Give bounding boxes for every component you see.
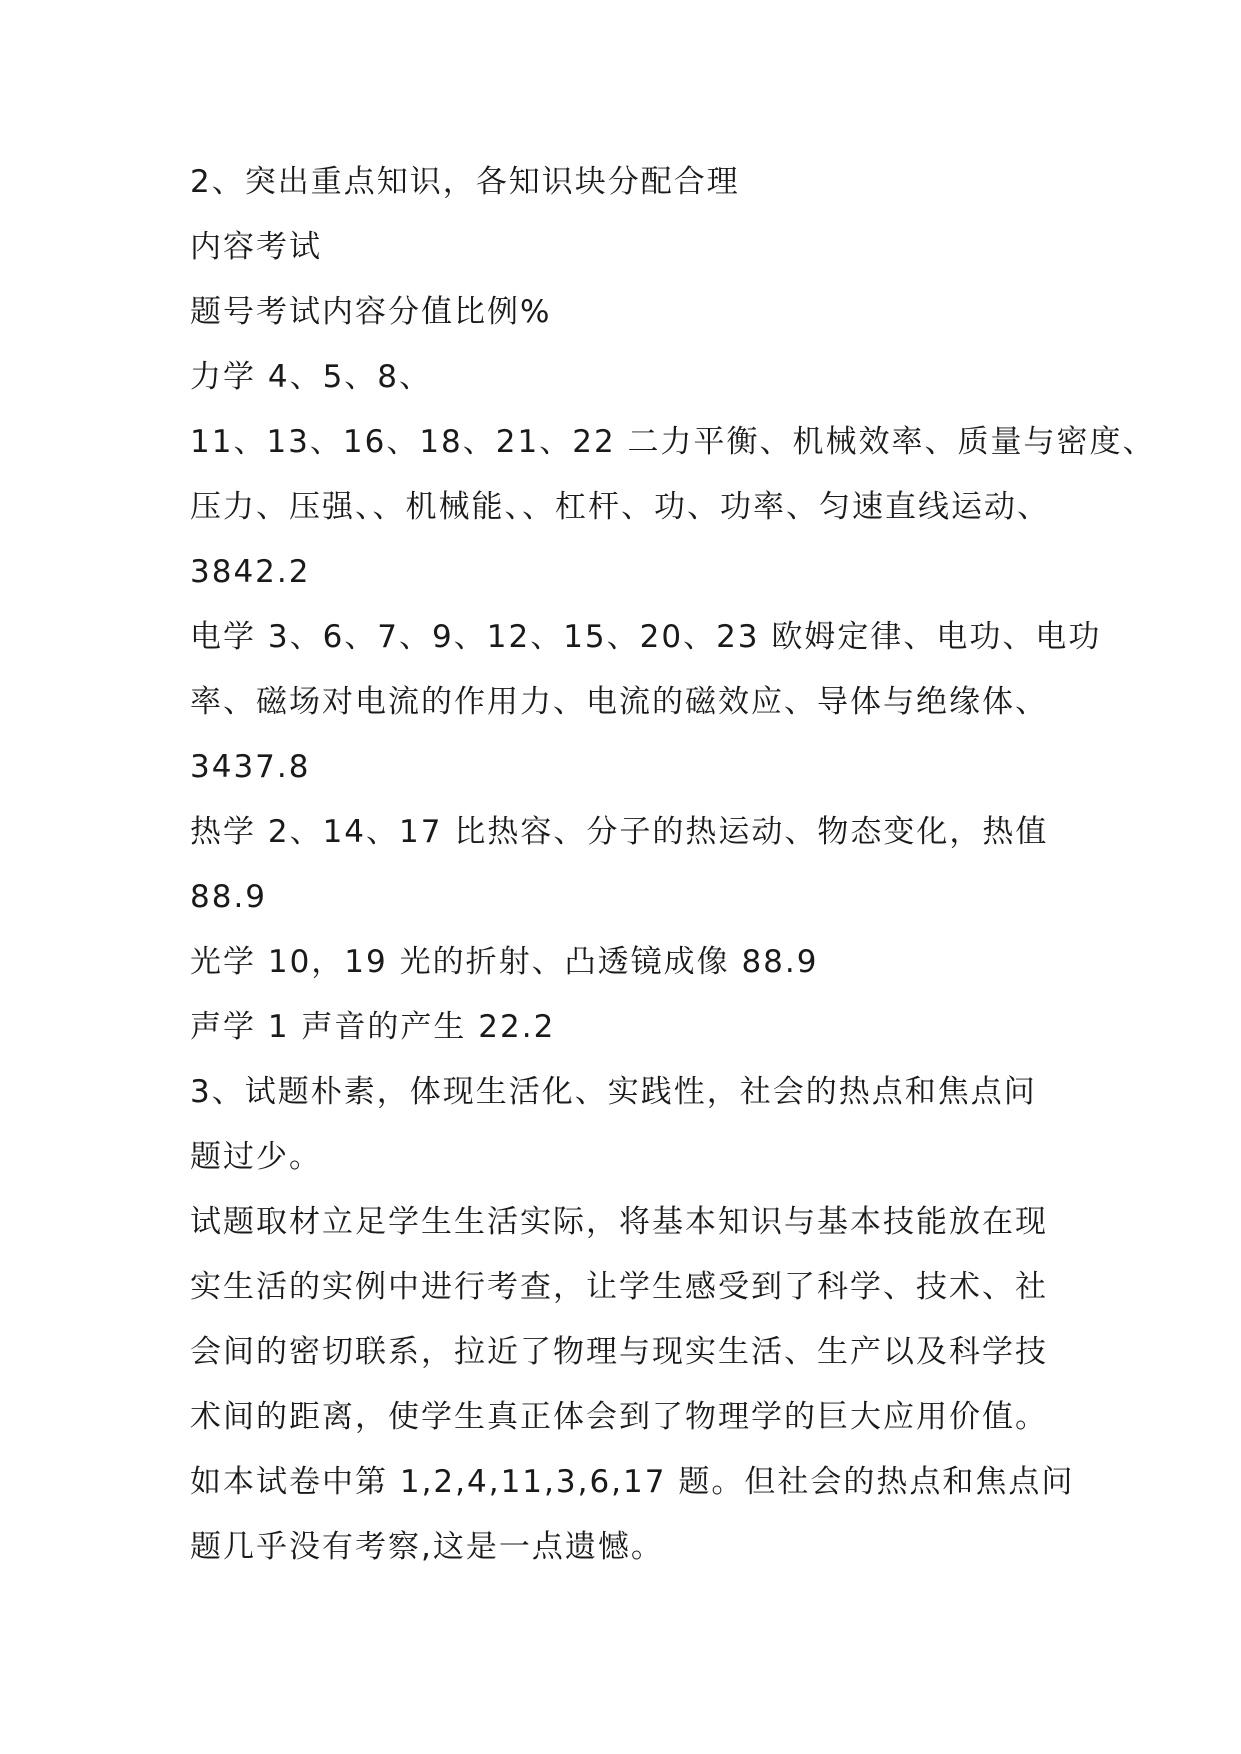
document-body	[190, 150, 1156, 1580]
text-line: 88.9	[190, 879, 268, 915]
section-heading: 2、突出重点知识，各知识块分配合理	[190, 164, 740, 200]
paragraph-line: 会间的密切联系，拉近了物理与现实生活、生产以及科学技	[190, 1334, 1048, 1370]
paragraph-line: 术间的距离，使学生真正体会到了物理学的巨大应用价值。	[190, 1399, 1048, 1435]
text-line: 题过少。	[190, 1139, 322, 1175]
text-line: 力学 4、5、8、	[190, 359, 433, 395]
text-line: 率、磁场对电流的作用力、电流的磁效应、导体与绝缘体、	[190, 684, 1048, 720]
paragraph-line: 题几乎没有考察,这是一点遗憾。	[190, 1529, 664, 1565]
text-line: 内容考试	[190, 229, 322, 265]
text-line: 11、13、16、18、21、22 二力平衡、机械效率、质量与密度、	[190, 424, 1156, 460]
text-line: 题号考试内容分值比例%	[190, 294, 552, 330]
text-line: 声学 1 声音的产生 22.2	[190, 1009, 556, 1045]
paragraph-line: 试题取材立足学生生活实际，将基本知识与基本技能放在现	[190, 1204, 1048, 1240]
section-heading: 3、试题朴素，体现生活化、实践性，社会的热点和焦点问	[190, 1074, 1037, 1110]
paragraph-line: 如本试卷中第 1,2,4,11,3,6,17 题。但社会的热点和焦点问	[190, 1464, 1075, 1500]
text-line: 光学 10，19 光的折射、凸透镜成像 88.9	[190, 944, 819, 980]
paragraph-line: 实生活的实例中进行考查，让学生感受到了科学、技术、社	[190, 1269, 1048, 1305]
text-line: 电学 3、6、7、9、12、15、20、23 欧姆定律、电功、电功	[190, 619, 1102, 655]
text-line: 3842.2	[190, 554, 311, 590]
text-line: 热学 2、14、17 比热容、分子的热运动、物态变化，热值	[190, 814, 1049, 850]
text-line: 3437.8	[190, 749, 311, 785]
text-line: 压力、压强、、机械能、、杠杆、功、功率、匀速直线运动、	[190, 489, 1050, 525]
